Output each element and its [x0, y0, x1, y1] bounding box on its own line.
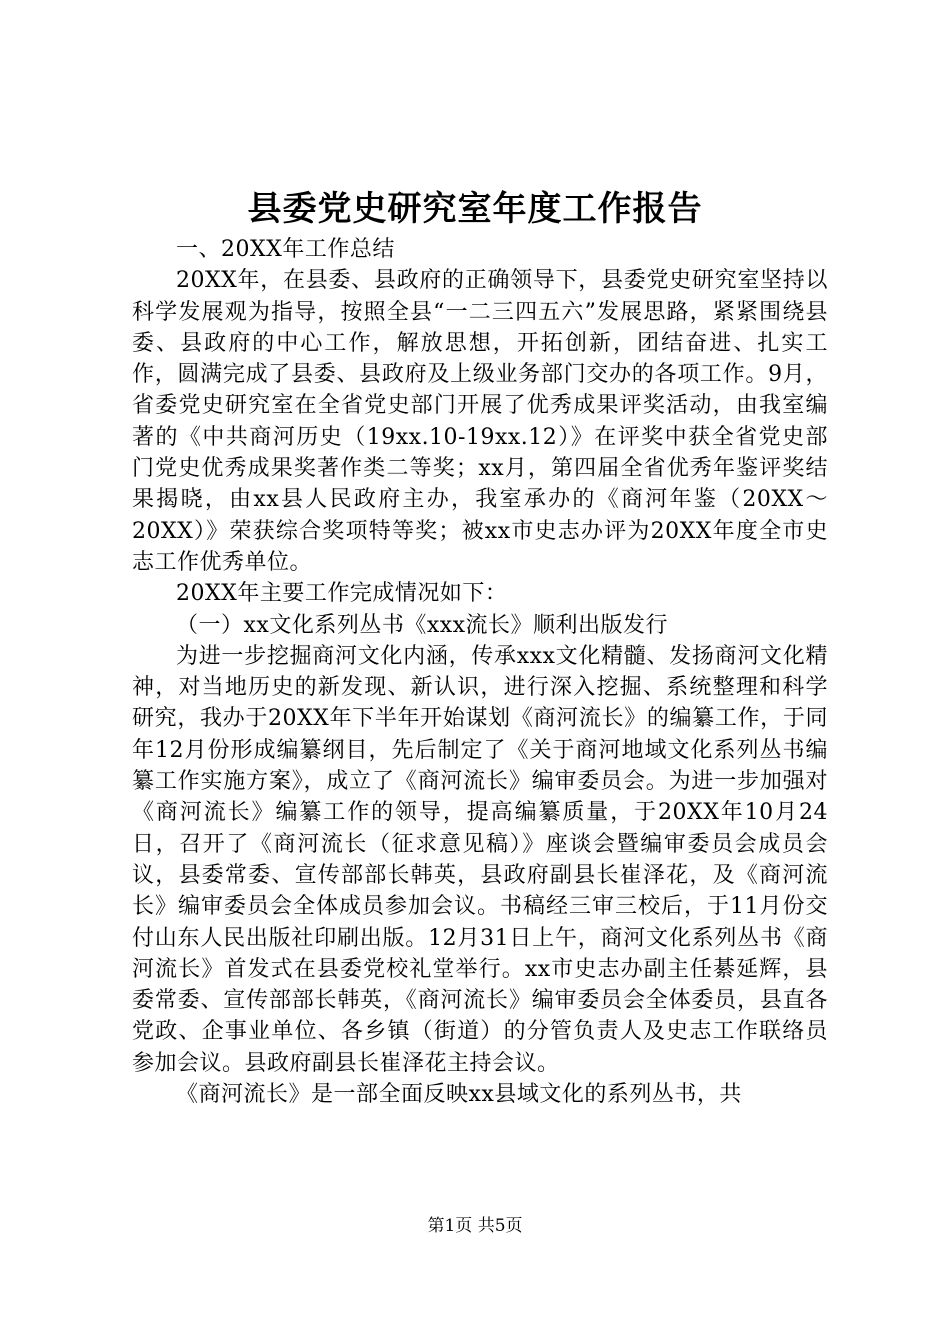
- paragraph-intro: 20XX年主要工作完成情况如下：: [176, 581, 508, 607]
- paragraph-details: 为进一步挖掘商河文化内涵，传承xxx文化精髓、发扬商河文化精神，对当地历史的新发现、新认识，进行深入挖掘、系统整理和科学研究，我办于20XX年下半年开始谋划《商河流长》的编纂工作，于同年12月份形成编纂纲目，先后制定了《关于商河地域文化系列丛书编纂工作实施方案》，成立了《商河流长》编审委员会。为进一步加强对《商河流长》编纂工作的领导，提高编纂质量，于20XX年10月24日，召开了《商河流长（征求意见稿）》座谈会暨编审委员会成员会议，县委常委、宣传部部长韩英，县政府副县长崔泽花，及《商河流长》编审委员会全体成员参加会议。书稿经三审三校后，于11月份交付山东人民出版社印刷出版。12月31日上午，商河文化系列丛书《商河流长》首发式在县委党校礼堂举行。xx市史志办副主任綦延辉，县委常委、宣传部部长韩英，《商河流长》编审委员会全体委员，县直各党政、企事业单位、各乡镇（街道）的分管负责人及史志工作联络员参加会议。县政府副县长崔泽花主持会议。: [132, 643, 828, 1076]
- document-body: [132, 234, 828, 1110]
- section-heading: 一、20XX年工作总结: [176, 237, 395, 262]
- paragraph-continued: 《商河流长》是一部全面反映xx县域文化的系列丛书，共: [176, 1082, 742, 1108]
- page-footer: 第1页 共5页: [427, 1216, 523, 1236]
- document-title: 县委党史研究室年度工作报告: [247, 189, 703, 229]
- subsection-heading: （一）xx文化系列丛书《xxx流长》顺利出版发行: [176, 612, 669, 638]
- paragraph-summary: 20XX年，在县委、县政府的正确领导下，县委党史研究室坚持以科学发展观为指导，按照全县“一二三四五六”发展思路，紧紧围绕县委、县政府的中心工作，解放思想，开拓创新，团结奋进、扎实工作，圆满完成了县委、县政府及上级业务部门交办的各项工作。9月，省委党史研究室在全省党史部门开展了优秀成果评奖活动，由我室编著的《中共商河历史（19xx.10-19xx.12）》在评奖中获全省党史部门党史优秀成果奖著作类二等奖；xx月，第四届全省优秀年鉴评奖结果揭晓，由xx县人民政府主办，我室承办的《商河年鉴（20XX～20XX）》荣获综合奖项特等奖；被xx市史志办评为20XX年度全市史志工作优秀单位。: [132, 268, 828, 575]
